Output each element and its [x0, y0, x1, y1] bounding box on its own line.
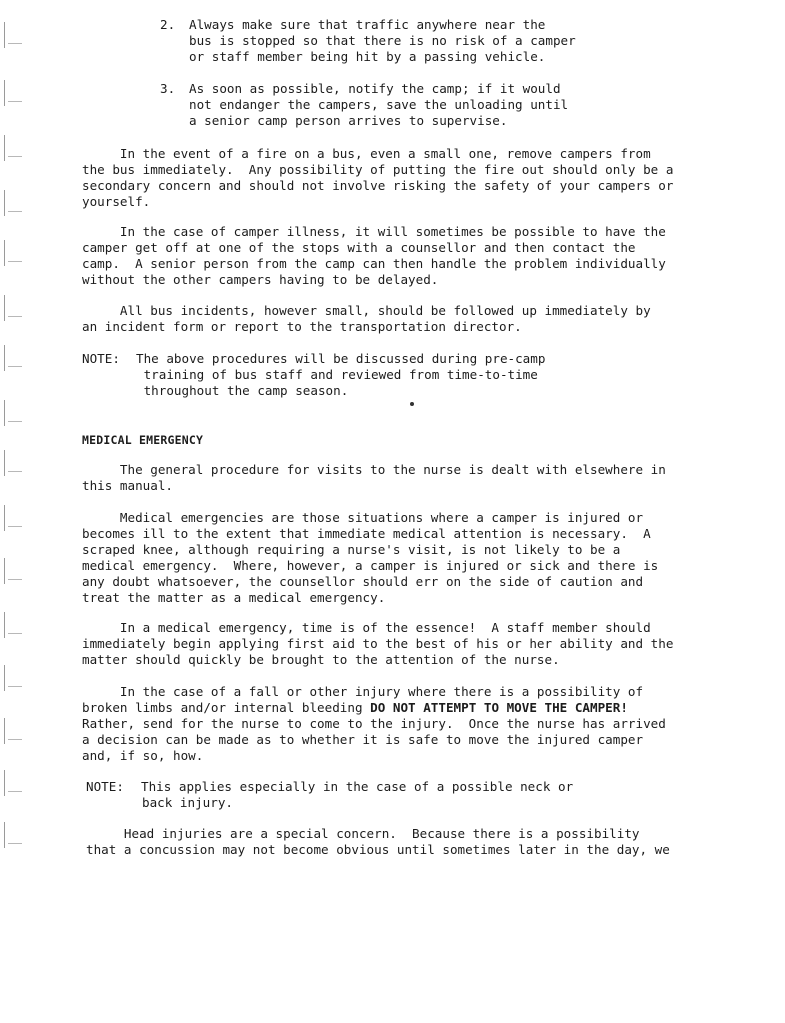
paragraph-line: the bus immediately. Any possibility of putting the fire out should only be a — [82, 162, 674, 177]
margin-mark — [4, 135, 17, 161]
margin-mark — [4, 770, 17, 796]
margin-mark — [4, 718, 17, 744]
note-label: NOTE: — [86, 779, 124, 794]
list-item-line: not endanger the campers, save the unloading until — [189, 97, 569, 112]
margin-mark — [4, 295, 17, 321]
punch-hole-margin — [0, 0, 30, 1023]
procedure-paragraph — [82, 462, 666, 494]
paragraph-line: becomes ill to the extent that immediate medical attention is necessary. A — [82, 526, 651, 541]
paragraph-line: In the event of a fire on a bus, even a small one, remove campers from — [82, 146, 651, 161]
paragraph-line: without the other campers having to be delayed. — [82, 272, 439, 287]
time-paragraph — [82, 620, 673, 668]
list-item-number: 3. — [160, 81, 176, 96]
margin-mark — [4, 612, 17, 638]
paragraph-line: an incident form or report to the transportation director. — [82, 319, 522, 334]
list-item-line: bus is stopped so that there is no risk of a camper — [189, 33, 576, 48]
list-item-line: or staff member being hit by a passing vehicle. — [189, 49, 546, 64]
margin-mark — [4, 22, 17, 48]
margin-mark — [4, 400, 17, 426]
paragraph-line: In the case of a fall or other injury where there is a possibility of — [82, 684, 644, 699]
paragraph-line: camp. A senior person from the camp can then handle the problem individually — [82, 256, 666, 271]
paragraph-line: a decision can be made as to whether it is safe to move the injured camper — [82, 732, 644, 747]
margin-mark — [4, 558, 17, 584]
fall-paragraph — [82, 684, 666, 764]
paragraph-line: matter should quickly be brought to the attention of the nurse. — [82, 652, 560, 667]
list-item-line: As soon as possible, notify the camp; if it would — [189, 81, 561, 96]
margin-mark — [4, 665, 17, 691]
paragraph-line: camper get off at one of the stops with a counsellor and then contact the — [82, 240, 636, 255]
definition-paragraph — [82, 510, 658, 606]
ink-speck — [410, 402, 414, 406]
list-item-line: Always make sure that traffic anywhere near the — [189, 17, 546, 32]
paragraph-line: treat the matter as a medical emergency. — [82, 590, 386, 605]
margin-mark — [4, 240, 17, 266]
paragraph-line: secondary concern and should not involve risking the safety of your campers or — [82, 178, 674, 193]
warning-text: DO NOT ATTEMPT TO MOVE THE CAMPER! — [370, 700, 628, 715]
paragraph-line: scraped knee, although requiring a nurse's visit, is not likely to be a — [82, 542, 621, 557]
paragraph-line: that a concussion may not become obvious until sometimes later in the day, we — [86, 842, 670, 857]
note-line: throughout the camp season. — [136, 383, 349, 398]
list-item-line: a senior camp person arrives to supervise. — [189, 113, 508, 128]
note-label: NOTE: — [82, 351, 120, 366]
heading-text: MEDICAL EMERGENCY — [82, 433, 204, 447]
paragraph-line — [82, 700, 666, 716]
margin-mark — [4, 345, 17, 371]
note-line: The above procedures will be discussed during pre-camp — [136, 351, 546, 366]
note-line: training of bus staff and reviewed from time-to-time — [136, 367, 538, 382]
paragraph-line: any doubt whatsoever, the counsellor should err on the side of caution and — [82, 574, 644, 589]
list-item-number: 2. — [160, 17, 176, 32]
illness-paragraph — [82, 224, 666, 288]
margin-mark — [4, 190, 17, 216]
margin-mark — [4, 80, 17, 106]
paragraph-line: this manual. — [82, 478, 173, 493]
incidents-paragraph — [82, 303, 651, 335]
paragraph-text: broken limbs and/or internal bleeding — [82, 700, 371, 715]
note-line: back injury. — [142, 795, 233, 810]
paragraph-line: Head injuries are a special concern. Because there is a possibility — [86, 826, 640, 841]
paragraph-line: immediately begin applying first aid to the best of his or her ability and the — [82, 636, 674, 651]
paragraph-line: The general procedure for visits to the nurse is dealt with elsewhere in — [82, 462, 666, 477]
section-heading — [82, 432, 203, 448]
paragraph-line: and, if so, how. — [82, 748, 204, 763]
paragraph-line: medical emergency. Where, however, a camper is injured or sick and there is — [82, 558, 659, 573]
paragraph-line: Medical emergencies are those situations where a camper is injured or — [82, 510, 644, 525]
margin-mark — [4, 822, 17, 848]
paragraph-line: Rather, send for the nurse to come to the injury. Once the nurse has arrived — [82, 716, 666, 731]
paragraph-line: yourself. — [82, 194, 151, 209]
fire-paragraph — [82, 146, 673, 210]
head-injury-paragraph — [86, 826, 670, 858]
note-line: This applies especially in the case of a possible neck or — [141, 779, 574, 794]
paragraph-line: In the case of camper illness, it will sometimes be possible to have the — [82, 224, 666, 239]
margin-mark — [4, 505, 17, 531]
paragraph-line: In a medical emergency, time is of the essence! A staff member should — [82, 620, 651, 635]
paragraph-line: All bus incidents, however small, should be followed up immediately by — [82, 303, 651, 318]
margin-mark — [4, 450, 17, 476]
